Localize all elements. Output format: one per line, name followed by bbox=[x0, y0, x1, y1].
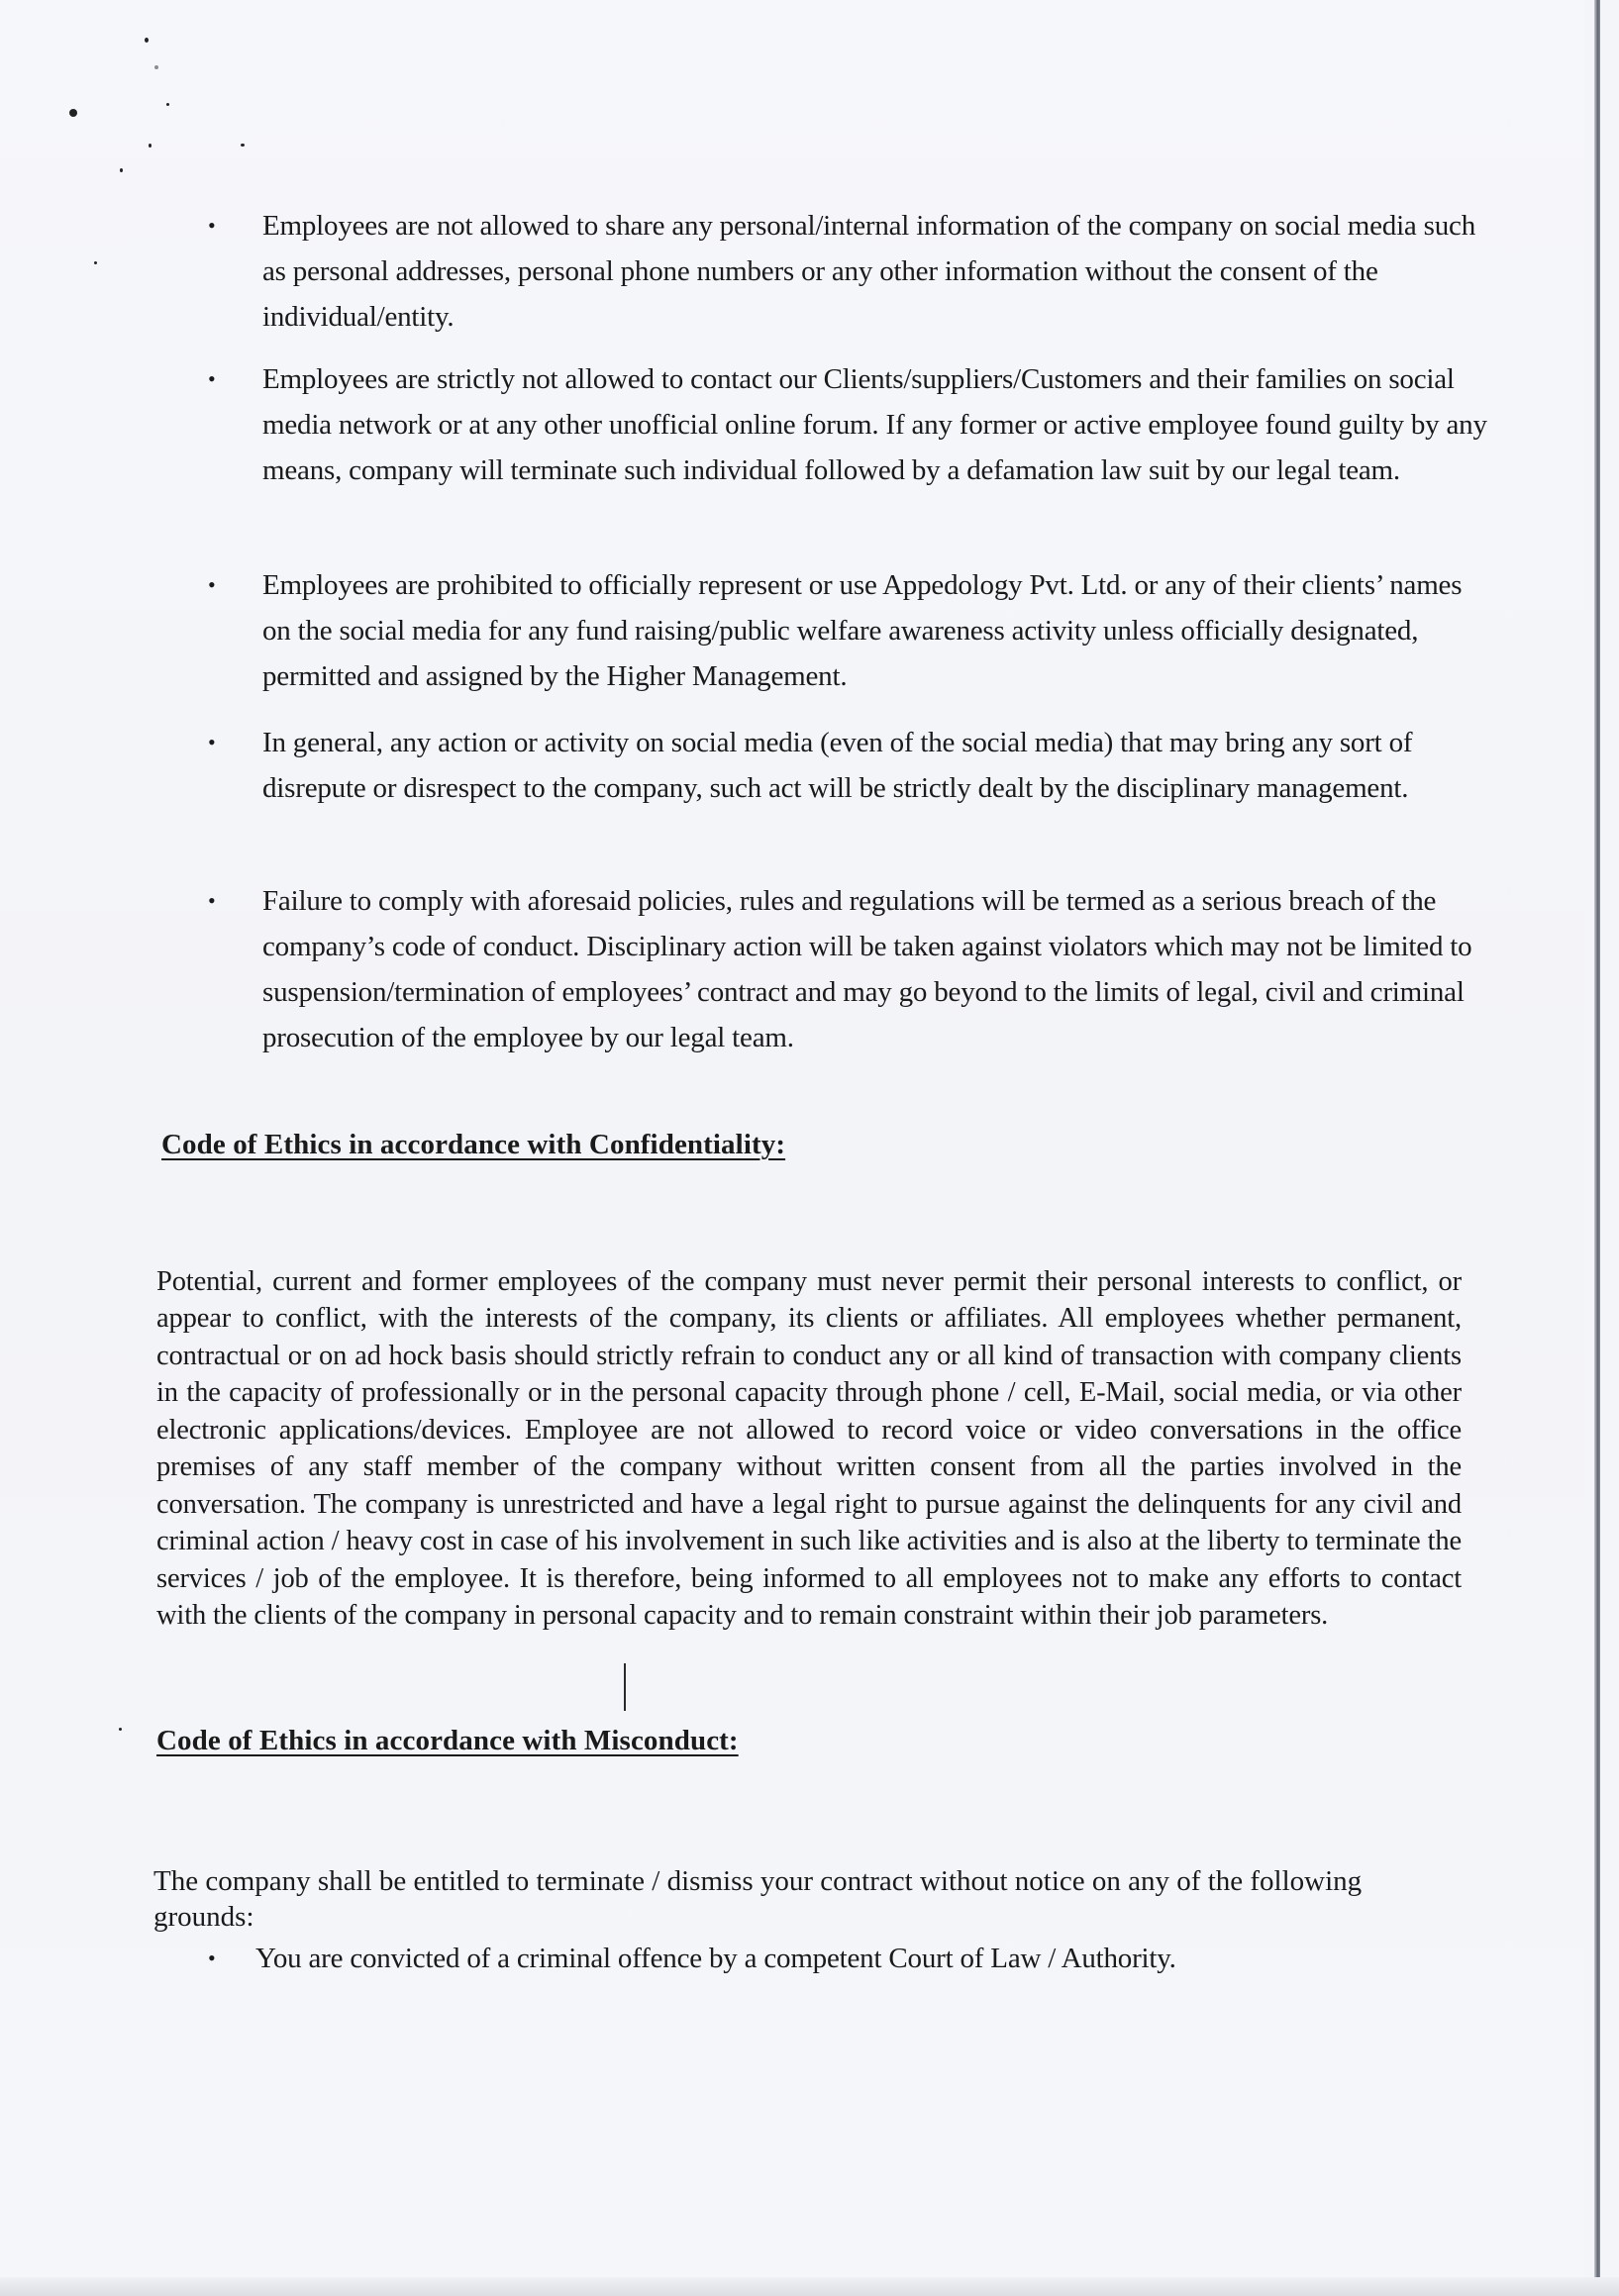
bullet-marker: • bbox=[208, 730, 216, 754]
bullet-marker: • bbox=[208, 888, 216, 913]
bullet-marker: • bbox=[208, 213, 216, 238]
scan-speck bbox=[119, 1728, 122, 1731]
confidentiality-heading: Code of Ethics in accordance with Confidentiality: bbox=[161, 1129, 786, 1160]
policy-bullet bbox=[208, 562, 1495, 699]
bullet-marker: • bbox=[208, 366, 216, 391]
policy-bullet-text: Employees are strictly not allowed to contact our Clients/suppliers/Customers and their families on social media network or at any other unofficial online forum. If any former or active employee found guilty by any means, company will terminate such individual followed by a defamation law suit by our legal team. bbox=[262, 363, 1487, 486]
confidentiality-paragraph: Potential, current and former employees of the company must never permit their personal interests to conflict, or appear to conflict, with the interests of the company, its clients or affiliates. All employees whether permanent, contractual or on ad hock basis should strictly refrain to conduct any or all kind of transaction with company clients in the capacity of professionally or in the personal capacity through phone / cell, E-Mail, social media, or via other electronic applications/devices. Employee are not allowed to record voice or video conversations in the office premises of any staff member of the company without written consent from all the parties involved in the conversation. The company is unrestricted and have a legal right to pursue against the delinquents for any civil and criminal action / heavy cost in case of his involvement in such like activities and is also at the liberty to terminate the services / job of the employee. It is therefore, being informed to all employees not to make any efforts to contact with the clients of the company in personal capacity and to remain constraint within their job parameters. bbox=[156, 1265, 1462, 1631]
bullet-marker: • bbox=[208, 1946, 216, 1970]
misconduct-ground-text: You are convicted of a criminal offence by a competent Court of Law / Authority. bbox=[255, 1943, 1176, 1974]
policy-bullet bbox=[208, 356, 1495, 493]
scan-speck bbox=[69, 109, 77, 117]
page-edge-shadow bbox=[1594, 0, 1600, 2296]
policy-bullet-text: Employees are not allowed to share any personal/internal information of the company on social media such as personal addresses, personal phone numbers or any other information without the consent of the individual/entity. bbox=[262, 210, 1476, 333]
scan-speck bbox=[149, 144, 152, 148]
scan-speck bbox=[241, 144, 245, 147]
scan-speck bbox=[94, 261, 97, 264]
scan-speck bbox=[166, 103, 169, 106]
scan-speck bbox=[145, 38, 149, 43]
policy-bullet bbox=[208, 878, 1490, 1060]
misconduct-intro: The company shall be entitled to terminate / dismiss your contract without notice on any of the following grounds: bbox=[153, 1865, 1363, 1933]
policy-bullet-text: In general, any action or activity on social media (even of the social media) that may bring any sort of disrepute or disrespect to the company, such act will be strictly dealt by the disciplinary management. bbox=[262, 727, 1413, 804]
misconduct-grounds-list bbox=[208, 1936, 1446, 1981]
pen-mark bbox=[624, 1663, 626, 1711]
policy-bullet bbox=[208, 720, 1500, 811]
page-bottom-edge bbox=[0, 2277, 1619, 2296]
scan-speck bbox=[154, 65, 158, 69]
policy-bullet-text: Employees are prohibited to officially represent or use Appedology Pvt. Ltd. or any of their clients’ names on the social media for any fund raising/public welfare awareness activity unless officially designated, permitted and assigned by the Higher Management. bbox=[262, 569, 1463, 692]
bullet-marker: • bbox=[208, 572, 216, 597]
scan-speck bbox=[120, 168, 123, 172]
policy-bullet-text: Failure to comply with aforesaid policies, rules and regulations will be termed as a serious breach of the company’s code of conduct. Disciplinary action will be taken against violators which may not be limited to suspension/termination of employees’ contract and may go beyond to the limits of legal, civil and criminal prosecution of the employee by our legal team. bbox=[262, 885, 1472, 1053]
misconduct-heading: Code of Ethics in accordance with Misconduct: bbox=[156, 1725, 739, 1756]
policy-bullet bbox=[208, 203, 1485, 340]
misconduct-ground bbox=[208, 1936, 1446, 1981]
